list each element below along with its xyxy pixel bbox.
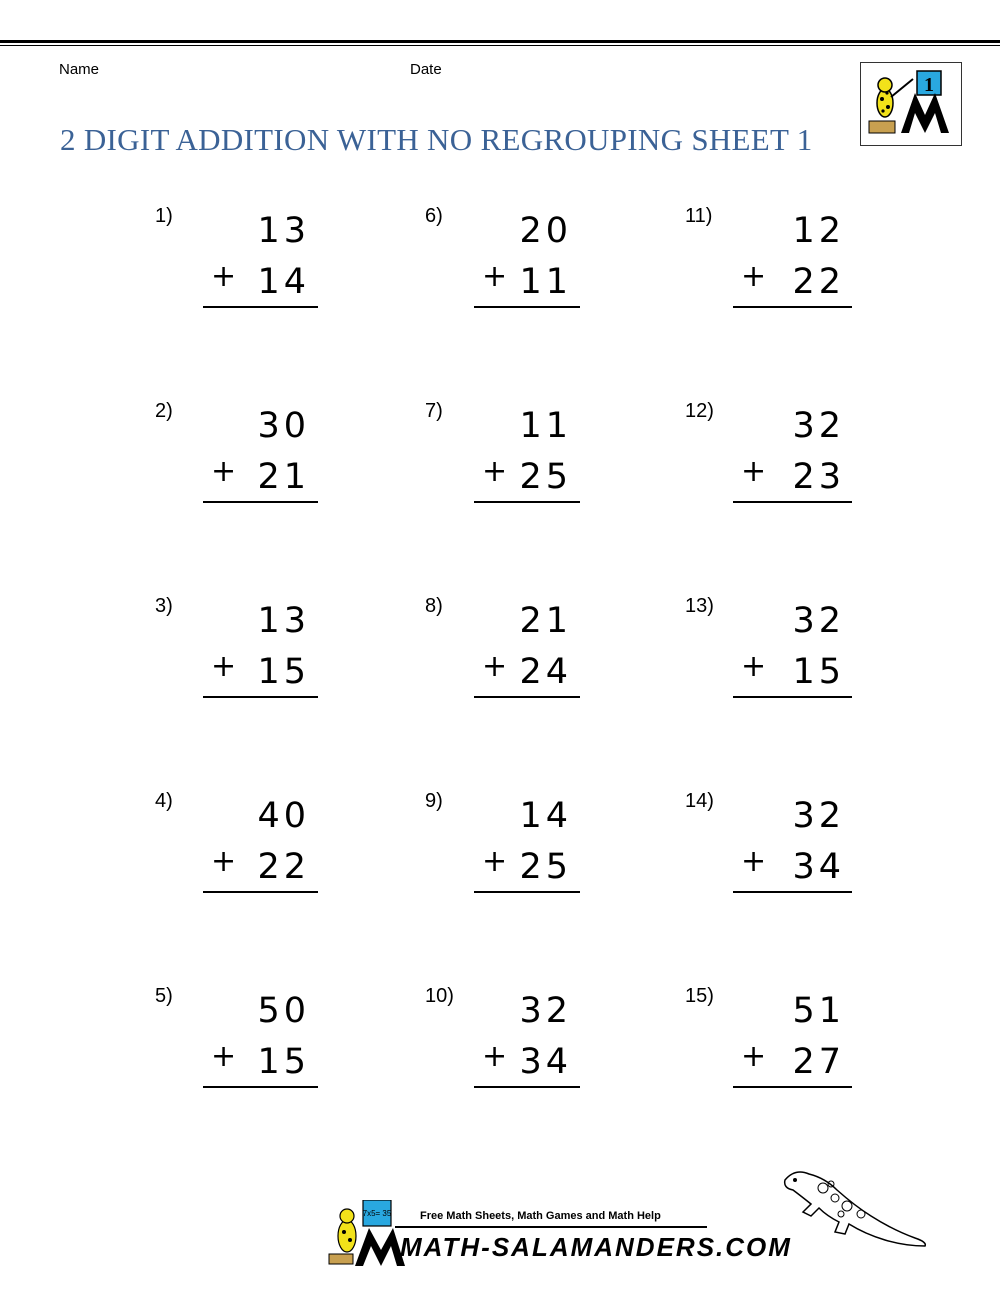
addend-bottom: 15 (257, 652, 310, 692)
top-rule (0, 40, 1000, 46)
addend-top: 13 (257, 601, 310, 641)
problem-number: 12) (685, 400, 714, 422)
plus-sign: + (482, 649, 508, 684)
problem-number: 8) (425, 595, 443, 617)
problem-number: 5) (155, 985, 173, 1007)
problem-number: 4) (155, 790, 173, 812)
plus-sign: + (482, 844, 508, 879)
date-label: Date (410, 61, 442, 78)
addend-top: 12 (792, 211, 845, 251)
addend-top: 14 (519, 796, 572, 836)
problem-10 (425, 985, 580, 1095)
addend-bottom: 15 (792, 652, 845, 692)
problem-5 (155, 985, 318, 1095)
name-label: Name (59, 61, 100, 78)
addend-bottom: 15 (257, 1042, 310, 1082)
problem-14 (685, 790, 852, 900)
addend-top: 32 (792, 796, 845, 836)
problem-9 (425, 790, 580, 900)
footer-salamander-icon (325, 1200, 405, 1270)
logo-badge: 1 (924, 74, 934, 96)
problem-1 (155, 205, 318, 315)
addend-top: 11 (519, 406, 572, 446)
addend-bottom: 21 (257, 457, 310, 497)
footer-logo-sign: 7x5= 35 (362, 1209, 392, 1218)
salamander-illustration (775, 1160, 935, 1260)
plus-sign: + (741, 1039, 767, 1074)
addend-top: 32 (792, 406, 845, 446)
problem-12 (685, 400, 852, 510)
addend-bottom: 27 (792, 1042, 845, 1082)
addend-top: 40 (257, 796, 310, 836)
plus-sign: + (741, 259, 767, 294)
footer-rule (395, 1226, 707, 1228)
problem-number: 9) (425, 790, 443, 812)
answer-line (474, 306, 580, 308)
answer-line (474, 501, 580, 503)
answer-line (203, 696, 318, 698)
problem-3 (155, 595, 318, 705)
plus-sign: + (482, 259, 508, 294)
problem-6 (425, 205, 580, 315)
problem-number: 11) (685, 205, 713, 227)
page-title: 2 DIGIT ADDITION WITH NO REGROUPING SHEET 1 (60, 122, 813, 157)
plus-sign: + (211, 1039, 237, 1074)
answer-line (203, 891, 318, 893)
plus-sign: + (211, 844, 237, 879)
plus-sign: + (211, 259, 237, 294)
problem-11 (685, 205, 852, 315)
addend-bottom: 25 (519, 847, 572, 887)
addend-bottom: 22 (257, 847, 310, 887)
answer-line (733, 891, 852, 893)
answer-line (733, 306, 852, 308)
addend-bottom: 34 (792, 847, 845, 887)
problem-4 (155, 790, 318, 900)
addend-bottom: 23 (792, 457, 845, 497)
answer-line (733, 1086, 852, 1088)
answer-line (203, 306, 318, 308)
plus-sign: + (741, 844, 767, 879)
plus-sign: + (482, 1039, 508, 1074)
plus-sign: + (741, 454, 767, 489)
addend-top: 50 (257, 991, 310, 1031)
problem-7 (425, 400, 580, 510)
addend-top: 32 (792, 601, 845, 641)
footer-tagline: Free Math Sheets, Math Games and Math Help (420, 1210, 661, 1222)
problem-number: 10) (425, 985, 454, 1007)
problem-number: 2) (155, 400, 173, 422)
problem-2 (155, 400, 318, 510)
footer-brand: MATH-SALAMANDERS.COM (400, 1232, 792, 1262)
answer-line (203, 501, 318, 503)
addend-top: 13 (257, 211, 310, 251)
answer-line (733, 501, 852, 503)
addend-top: 51 (792, 991, 845, 1031)
addend-top: 21 (519, 601, 572, 641)
addend-bottom: 34 (519, 1042, 572, 1082)
addend-top: 30 (257, 406, 310, 446)
addend-bottom: 11 (519, 262, 572, 302)
addend-bottom: 24 (519, 652, 572, 692)
problem-number: 13) (685, 595, 714, 617)
problem-number: 7) (425, 400, 443, 422)
answer-line (474, 696, 580, 698)
plus-sign: + (741, 649, 767, 684)
addend-top: 32 (519, 991, 572, 1031)
problem-number: 3) (155, 595, 173, 617)
answer-line (733, 696, 852, 698)
plus-sign: + (482, 454, 508, 489)
addend-bottom: 25 (519, 457, 572, 497)
problem-8 (425, 595, 580, 705)
plus-sign: + (211, 454, 237, 489)
answer-line (474, 891, 580, 893)
addend-bottom: 14 (257, 262, 310, 302)
answer-line (474, 1086, 580, 1088)
plus-sign: + (211, 649, 237, 684)
addend-top: 20 (519, 211, 572, 251)
salamander-teacher-icon (861, 63, 961, 145)
problem-15 (685, 985, 852, 1095)
addend-bottom: 22 (792, 262, 845, 302)
problem-13 (685, 595, 852, 705)
problem-number: 15) (685, 985, 714, 1007)
answer-line (203, 1086, 318, 1088)
problem-number: 6) (425, 205, 443, 227)
problem-number: 14) (685, 790, 714, 812)
site-logo (860, 62, 962, 146)
problem-number: 1) (155, 205, 173, 227)
